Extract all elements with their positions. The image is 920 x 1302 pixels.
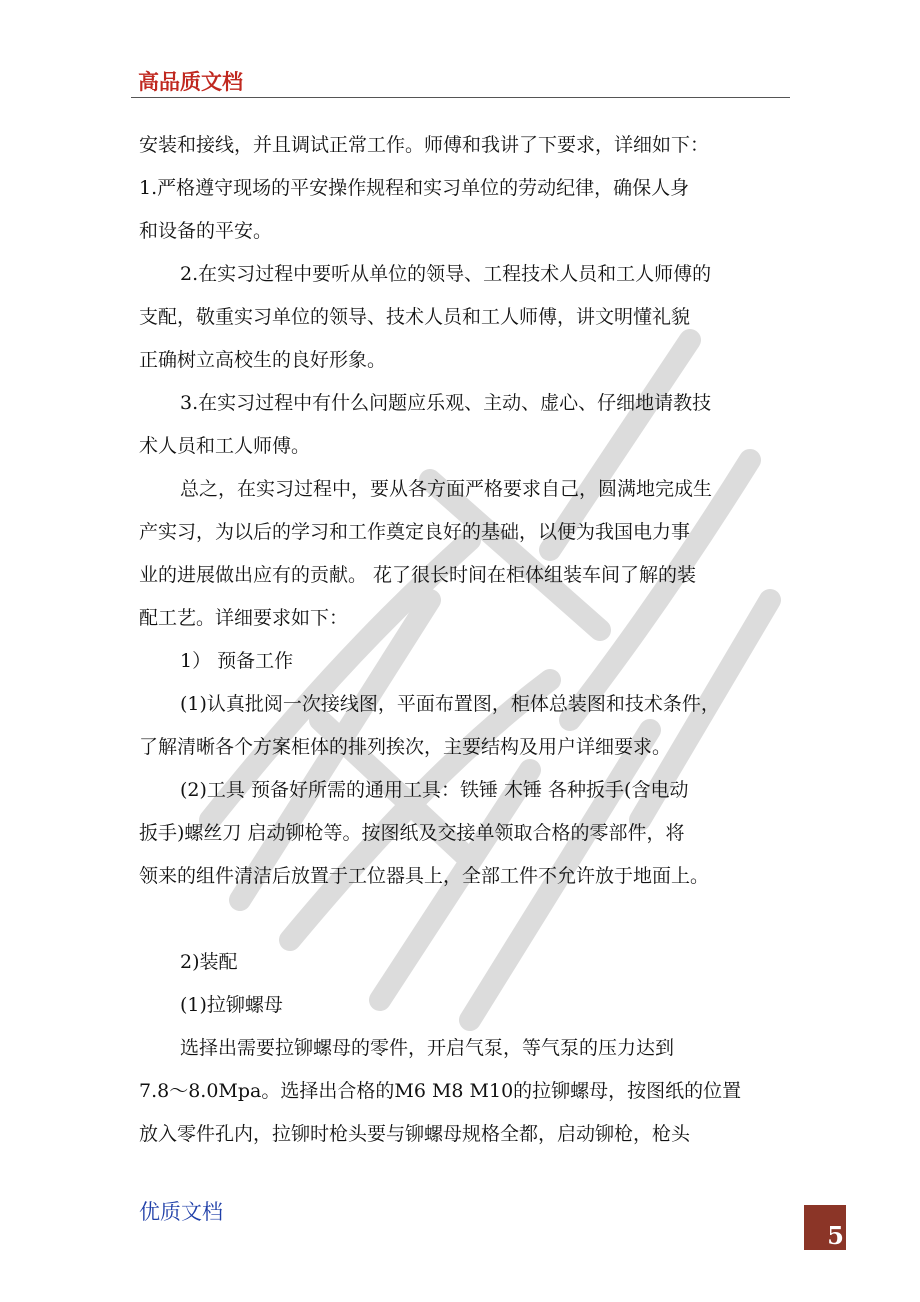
blank-line (139, 898, 799, 941)
body-line: 2)装配 (180, 951, 238, 973)
body-line: 领来的组件清洁后放置于工位器具上，全部工件不允许放于地面上。 (139, 865, 710, 887)
body-line: 2.在实习过程中要听从单位的领导、工程技术人员和工人师傅的 (180, 263, 712, 285)
body-line: (1)拉铆螺母 (180, 994, 283, 1016)
body-line: 和设备的平安。 (139, 220, 273, 242)
body-line: 1.严格遵守现场的平安操作规程和实习单位的劳动纪律，确保人身 (139, 177, 690, 199)
page-number-badge (804, 1205, 846, 1250)
footer-title: 优质文档 (139, 1200, 223, 1224)
page-number: 5 (827, 1221, 844, 1250)
body-line: 总之，在实习过程中，要从各方面严格要求自己，圆满地完成生 (180, 478, 713, 500)
body-line: 产实习，为以后的学习和工作奠定良好的基础，以便为我国电力事 (139, 521, 691, 543)
body-line: 1） 预备工作 (180, 650, 294, 672)
body-line: (1)认真批阅一次接线图，平面布置图，柜体总装图和技术条件， (180, 693, 720, 715)
body-line: 扳手)螺丝刀 启动铆枪等。按图纸及交接单领取合格的零部件，将 (139, 822, 685, 844)
body-line: (2)工具 预备好所需的通用工具：铁锤 木锤 各种扳手(含电动 (180, 779, 689, 801)
body-line: 放入零件孔内，拉铆时枪头要与铆螺母规格全都，启动铆枪，枪头 (139, 1123, 691, 1145)
body-line: 3.在实习过程中有什么问题应乐观、主动、虚心、仔细地请教技 (180, 392, 712, 414)
body-line: 正确树立高校生的良好形象。 (139, 349, 387, 371)
body-line: 选择出需要拉铆螺母的零件，开启气泵，等气泵的压力达到 (180, 1037, 675, 1059)
body-line: 配工艺。详细要求如下： (139, 607, 349, 629)
header-title: 高品质文档 (138, 70, 243, 94)
body-line: 术人员和工人师傅。 (139, 435, 311, 457)
body-line: 支配，敬重实习单位的领导、技术人员和工人师傅，讲文明懂礼貌 (139, 306, 691, 328)
header-divider (131, 97, 790, 98)
body-line: 安装和接线，并且调试正常工作。师傅和我讲了下要求，详细如下： (139, 134, 710, 156)
body-line: 了解清晰各个方案柜体的排列挨次，主要结构及用户详细要求。 (139, 736, 672, 758)
watermark-text: 匹特皇制 (460, 712, 500, 723)
document-body (139, 124, 799, 1156)
body-line: 业的进展做出应有的贡献。 花了很长时间在柜体组装车间了解的装 (139, 564, 697, 586)
body-line: 7.8～8.0Mpa。选择出合格的M6 M8 M10的拉铆螺母，按图纸的位置 (139, 1080, 742, 1102)
